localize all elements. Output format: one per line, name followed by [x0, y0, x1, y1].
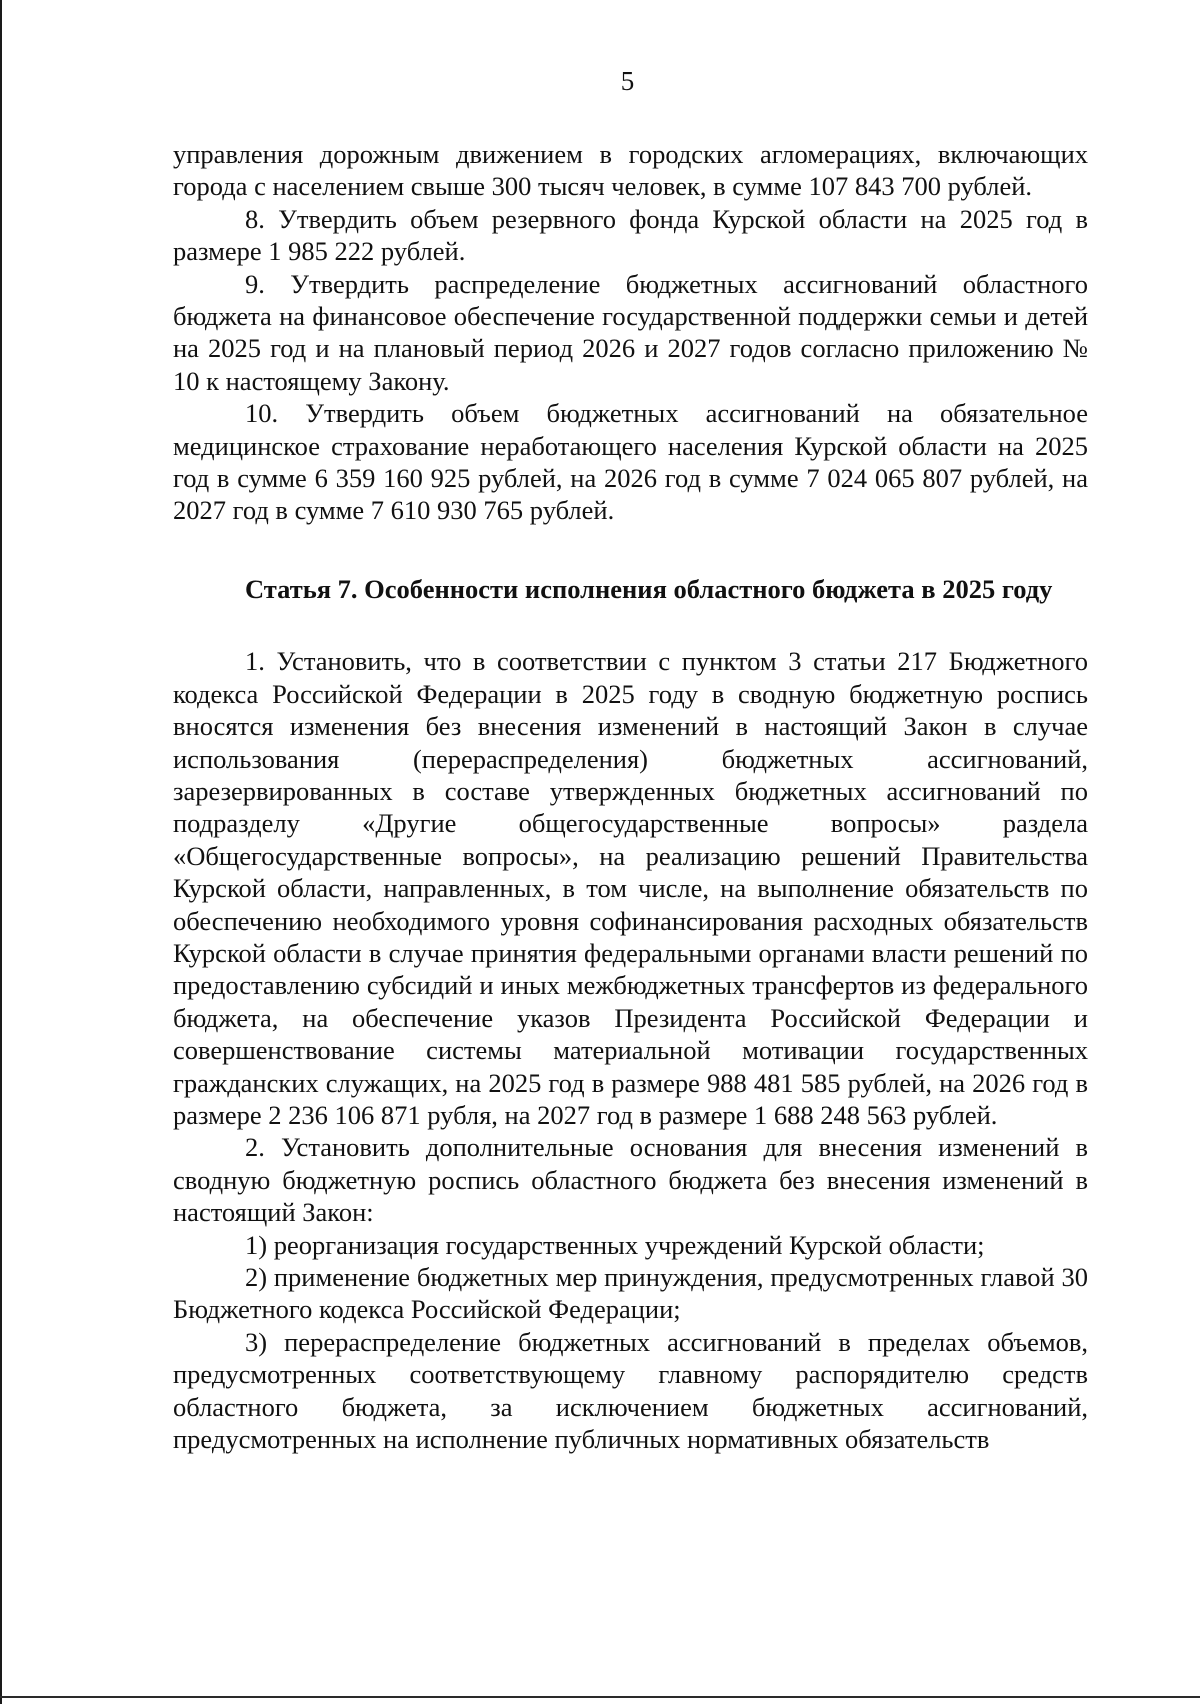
page-number: 5	[620, 66, 635, 96]
paragraph-article7-subitem-1: 1) реорганизация государственных учреждений Курской области;	[245, 1229, 985, 1260]
paragraph-item-9: 9. Утвердить распределение бюджетных ассигнований областного бюджета на финансовое обеспечение государственной поддержки семьи и детей на 2025 год и на плановый период 2026 и 2027 годов согласно приложению № 10 к настоящему Закону.	[173, 268, 1088, 396]
paragraph-item-8: 8. Утвердить объем резервного фонда Курской области на 2025 год в размере 1 985 222 рублей.	[173, 203, 1088, 267]
scan-bottom-edge	[0, 1696, 1200, 1698]
paragraph-item-10: 10. Утвердить объем бюджетных ассигнований на обязательное медицинское страхование неработающего населения Курской области на 2025 год в сумме 6 359 160 925 рублей, на 2026 год в сумме 7 024 065 807 рублей, на 2027 год в сумме 7 610 930 765 рублей.	[173, 398, 1088, 526]
scan-left-edge	[0, 0, 2, 1704]
paragraph-article7-item-1: 1. Установить, что в соответствии с пунктом 3 статьи 217 Бюджетного кодекса Российской Федерации в 2025 году в сводную бюджетную роспись вносятся изменения без внесения изменений в настоящий Закон в случае использования (перераспределения) бюджетных ассигнований, зарезервированных в составе утвержденных бюджетных ассигнований по подразделу «Другие общегосударственные вопросы» раздела «Общегосударственные вопросы», на реализацию решений Правительства Курской области, направленных, в том числе, на выполнение обязательств по обеспечению необходимого уровня софинансирования расходных обязательств Курской области в случае принятия федеральными органами власти решений по предоставлению субсидий и иных межбюджетных трансфертов из федерального бюджета, на обеспечение указов Президента Российской Федерации и совершенствование системы материальной мотивации государственных гражданских служащих, на 2025 год в размере 988 481 585 рублей, на 2026 год в размере 2 236 106 871 рубля, на 2027 год в размере 1 688 248 563 рублей.	[173, 646, 1088, 1130]
paragraph-article7-subitem-3: 3) перераспределение бюджетных ассигнований в пределах объемов, предусмотренных соответствующему главному распорядителю средств областного бюджета, за исключением бюджетных ассигнований, предусмотренных на исполнение публичных нормативных обязательств	[173, 1326, 1088, 1455]
document-body	[173, 138, 1088, 1455]
paragraph-article7-item-2: 2. Установить дополнительные основания для внесения изменений в сводную бюджетную роспись областного бюджета без внесения изменений в настоящий Закон:	[173, 1132, 1088, 1228]
article-heading: Статья 7. Особенности исполнения областного бюджета в 2025 году	[245, 573, 1053, 604]
paragraph-continuation: управления дорожным движением в городских агломерациях, включающих города с населением свыше 300 тысяч человек, в сумме 107 843 700 рублей.	[173, 139, 1088, 202]
paragraph-article7-subitem-2: 2) применение бюджетных мер принуждения, предусмотренных главой 30 Бюджетного кодекса Российской Федерации;	[173, 1262, 1088, 1325]
